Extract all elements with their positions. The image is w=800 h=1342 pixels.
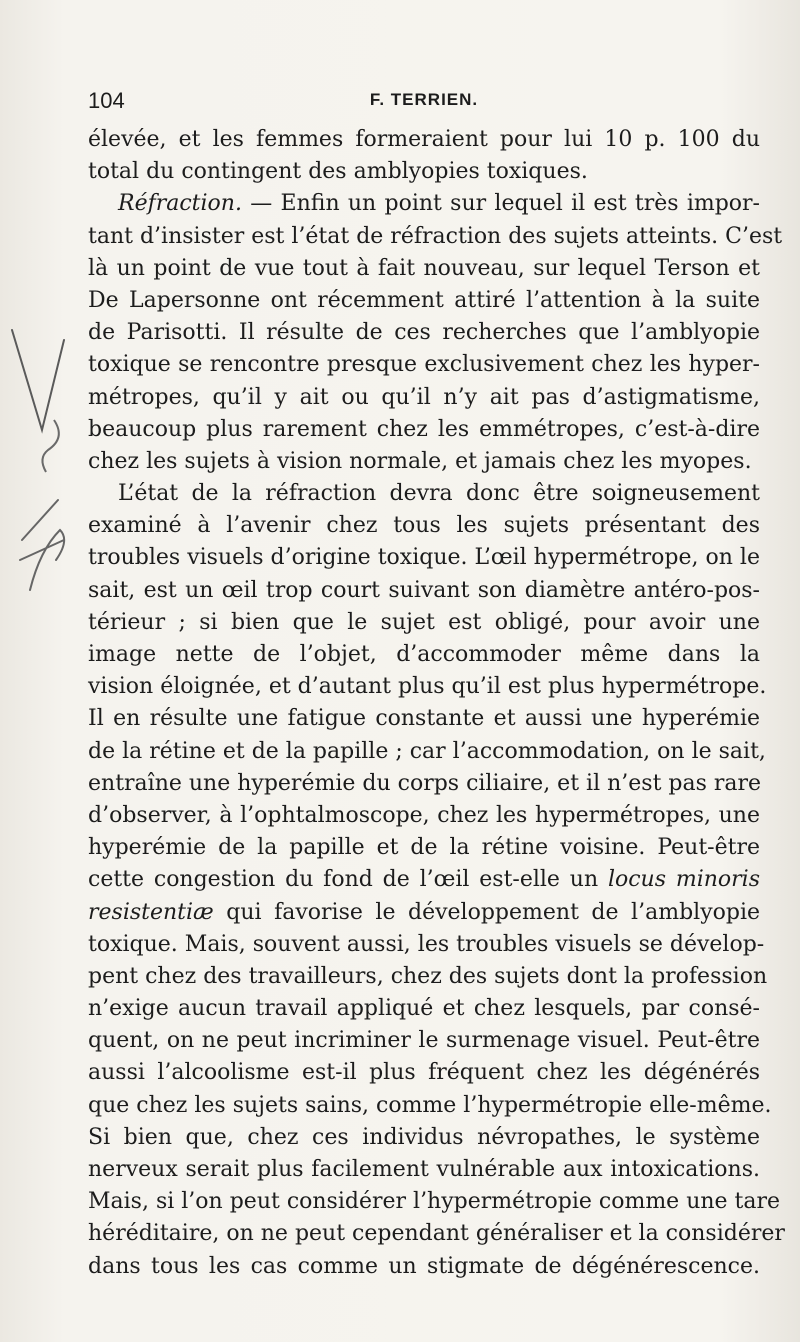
- line-text: Mais, si l’on peut considérer l’hypermétropie comme une tare: [88, 1189, 781, 1215]
- italic-term: resistentiæ: [88, 899, 214, 925]
- line-text: cette congestion du fond de l’œil est-elle un: [88, 867, 608, 893]
- line-text: entraîne une hyperémie du corps ciliaire, et il n’est pas rare: [88, 770, 762, 796]
- line-text: beaucoup plus rarement chez les emmétropes, c’est-à-dire: [88, 416, 760, 442]
- text-line: [88, 800, 760, 832]
- italic-term: Réfraction.: [118, 191, 242, 217]
- line-text: toxique se rencontre presque exclusivement chez les hyper-: [88, 352, 760, 378]
- text-line: [88, 1025, 760, 1057]
- text-line: [88, 446, 760, 478]
- text-line: [88, 382, 760, 414]
- line-text: qui favorise le développement de l’amblyopie: [213, 899, 760, 925]
- line-text: — Enfin un point sur lequel il est très impor-: [241, 191, 760, 217]
- line-text: térieur ; si bien que le sujet est obligé, pour avoir une: [88, 609, 760, 635]
- line-text: image nette de l’objet, d’accommoder même dans la: [88, 642, 760, 667]
- text-line: [88, 832, 760, 864]
- line-text: de la rétine et de la papille ; car l’accommodation, on le sait,: [88, 738, 766, 764]
- line-text: troubles visuels d’origine toxique. L’œil hypermétrope, on le: [88, 545, 760, 571]
- text-line: [88, 1186, 781, 1218]
- text-line: [88, 317, 760, 349]
- text-line: [88, 639, 760, 671]
- line-text: que chez les sujets sains, comme l’hypermétropie elle-même.: [88, 1092, 772, 1118]
- line-text: d’observer, à l’ophtalmoscope, chez les hypermétropes, une: [88, 802, 760, 828]
- line-text: Si bien que, chez ces individus névropathes, le système: [88, 1124, 760, 1150]
- text-line: [88, 414, 760, 446]
- line-text: là un point de vue tout à fait nouveau, sur lequel Terson et: [88, 255, 760, 281]
- line-text: toxique. Mais, souvent aussi, les troubles visuels se dévelop-: [88, 931, 765, 957]
- line-text: quent, on ne peut incriminer le surmenage visuel. Peut-être: [88, 1028, 760, 1054]
- line-text: sait, est un œil trop court suivant son diamètre antéro-pos-: [88, 577, 760, 603]
- line-text: L’état de la réfraction devra donc être soigneusement: [118, 481, 760, 507]
- text-line: [88, 1218, 785, 1250]
- text-line: [88, 188, 760, 220]
- text-line: [88, 703, 760, 735]
- line-text: héréditaire, on ne peut cependant généraliser et la considérer: [88, 1221, 785, 1247]
- running-head: F. TERRIEN.: [369, 90, 479, 109]
- line-text: aussi l’alcoolisme est-il plus fréquent chez les dégénérés: [88, 1060, 760, 1086]
- line-text: vision éloignée, et d’autant plus qu’il est plus hypermétrope.: [88, 674, 767, 700]
- line-text: hyperémie de la papille et de la rétine voisine. Peut-être: [88, 835, 760, 861]
- text-line: [88, 221, 783, 253]
- text-line: [88, 510, 760, 542]
- body-text: [88, 124, 785, 1283]
- text-line: [88, 253, 760, 285]
- text-line: [88, 124, 760, 156]
- text-line: [88, 156, 760, 188]
- text-line: [88, 736, 766, 768]
- line-text: métropes, qu’il y ait ou qu’il n’y ait pas d’astigmatisme,: [88, 384, 760, 410]
- line-text: examiné à l’avenir chez tous les sujets présentant des: [88, 513, 760, 539]
- handwritten-margin-mark-icon: [2, 310, 82, 630]
- text-line: [88, 607, 760, 639]
- page-number: 104: [88, 88, 125, 113]
- text-line: [88, 478, 760, 510]
- line-text: total du contingent des amblyopies toxiques.: [88, 159, 588, 185]
- text-line: [88, 349, 760, 381]
- text-line: [88, 1057, 760, 1089]
- text-line: [88, 671, 767, 703]
- text-line: [88, 1154, 760, 1186]
- page-header: [88, 88, 760, 116]
- text-line: [88, 897, 760, 929]
- line-text: de Parisotti. Il résulte de ces recherches que l’amblyopie: [88, 320, 760, 346]
- text-line: [88, 285, 760, 317]
- text-line: [88, 542, 760, 574]
- line-text: Il en résulte une fatigue constante et aussi une hyperémie: [88, 706, 760, 732]
- text-line: [88, 929, 765, 961]
- line-text: élevée, et les femmes formeraient pour lui 10 p. 100 du: [88, 127, 760, 152]
- line-text: De Lapersonne ont récemment attiré l’attention à la suite: [88, 287, 760, 313]
- text-line: [88, 768, 760, 800]
- italic-term: locus minoris: [607, 867, 760, 893]
- text-line: [88, 1090, 772, 1122]
- text-line: [88, 993, 760, 1025]
- line-text: pent chez des travailleurs, chez des sujets dont la profession: [88, 963, 768, 989]
- text-line: [88, 1122, 760, 1154]
- text-line: [88, 1251, 760, 1283]
- line-text: n’exige aucun travail appliqué et chez lesquels, par consé-: [88, 996, 760, 1022]
- line-text: chez les sujets à vision normale, et jamais chez les myopes.: [88, 448, 752, 474]
- text-line: [88, 864, 760, 896]
- line-text: dans tous les cas comme un stigmate de dégénérescence.: [88, 1253, 760, 1279]
- line-text: tant d’insister est l’état de réfraction des sujets atteints. C’est: [88, 223, 783, 249]
- text-line: [88, 961, 768, 993]
- line-text: nerveux serait plus facilement vulnérable aux intoxications.: [88, 1157, 760, 1182]
- text-line: [88, 575, 760, 607]
